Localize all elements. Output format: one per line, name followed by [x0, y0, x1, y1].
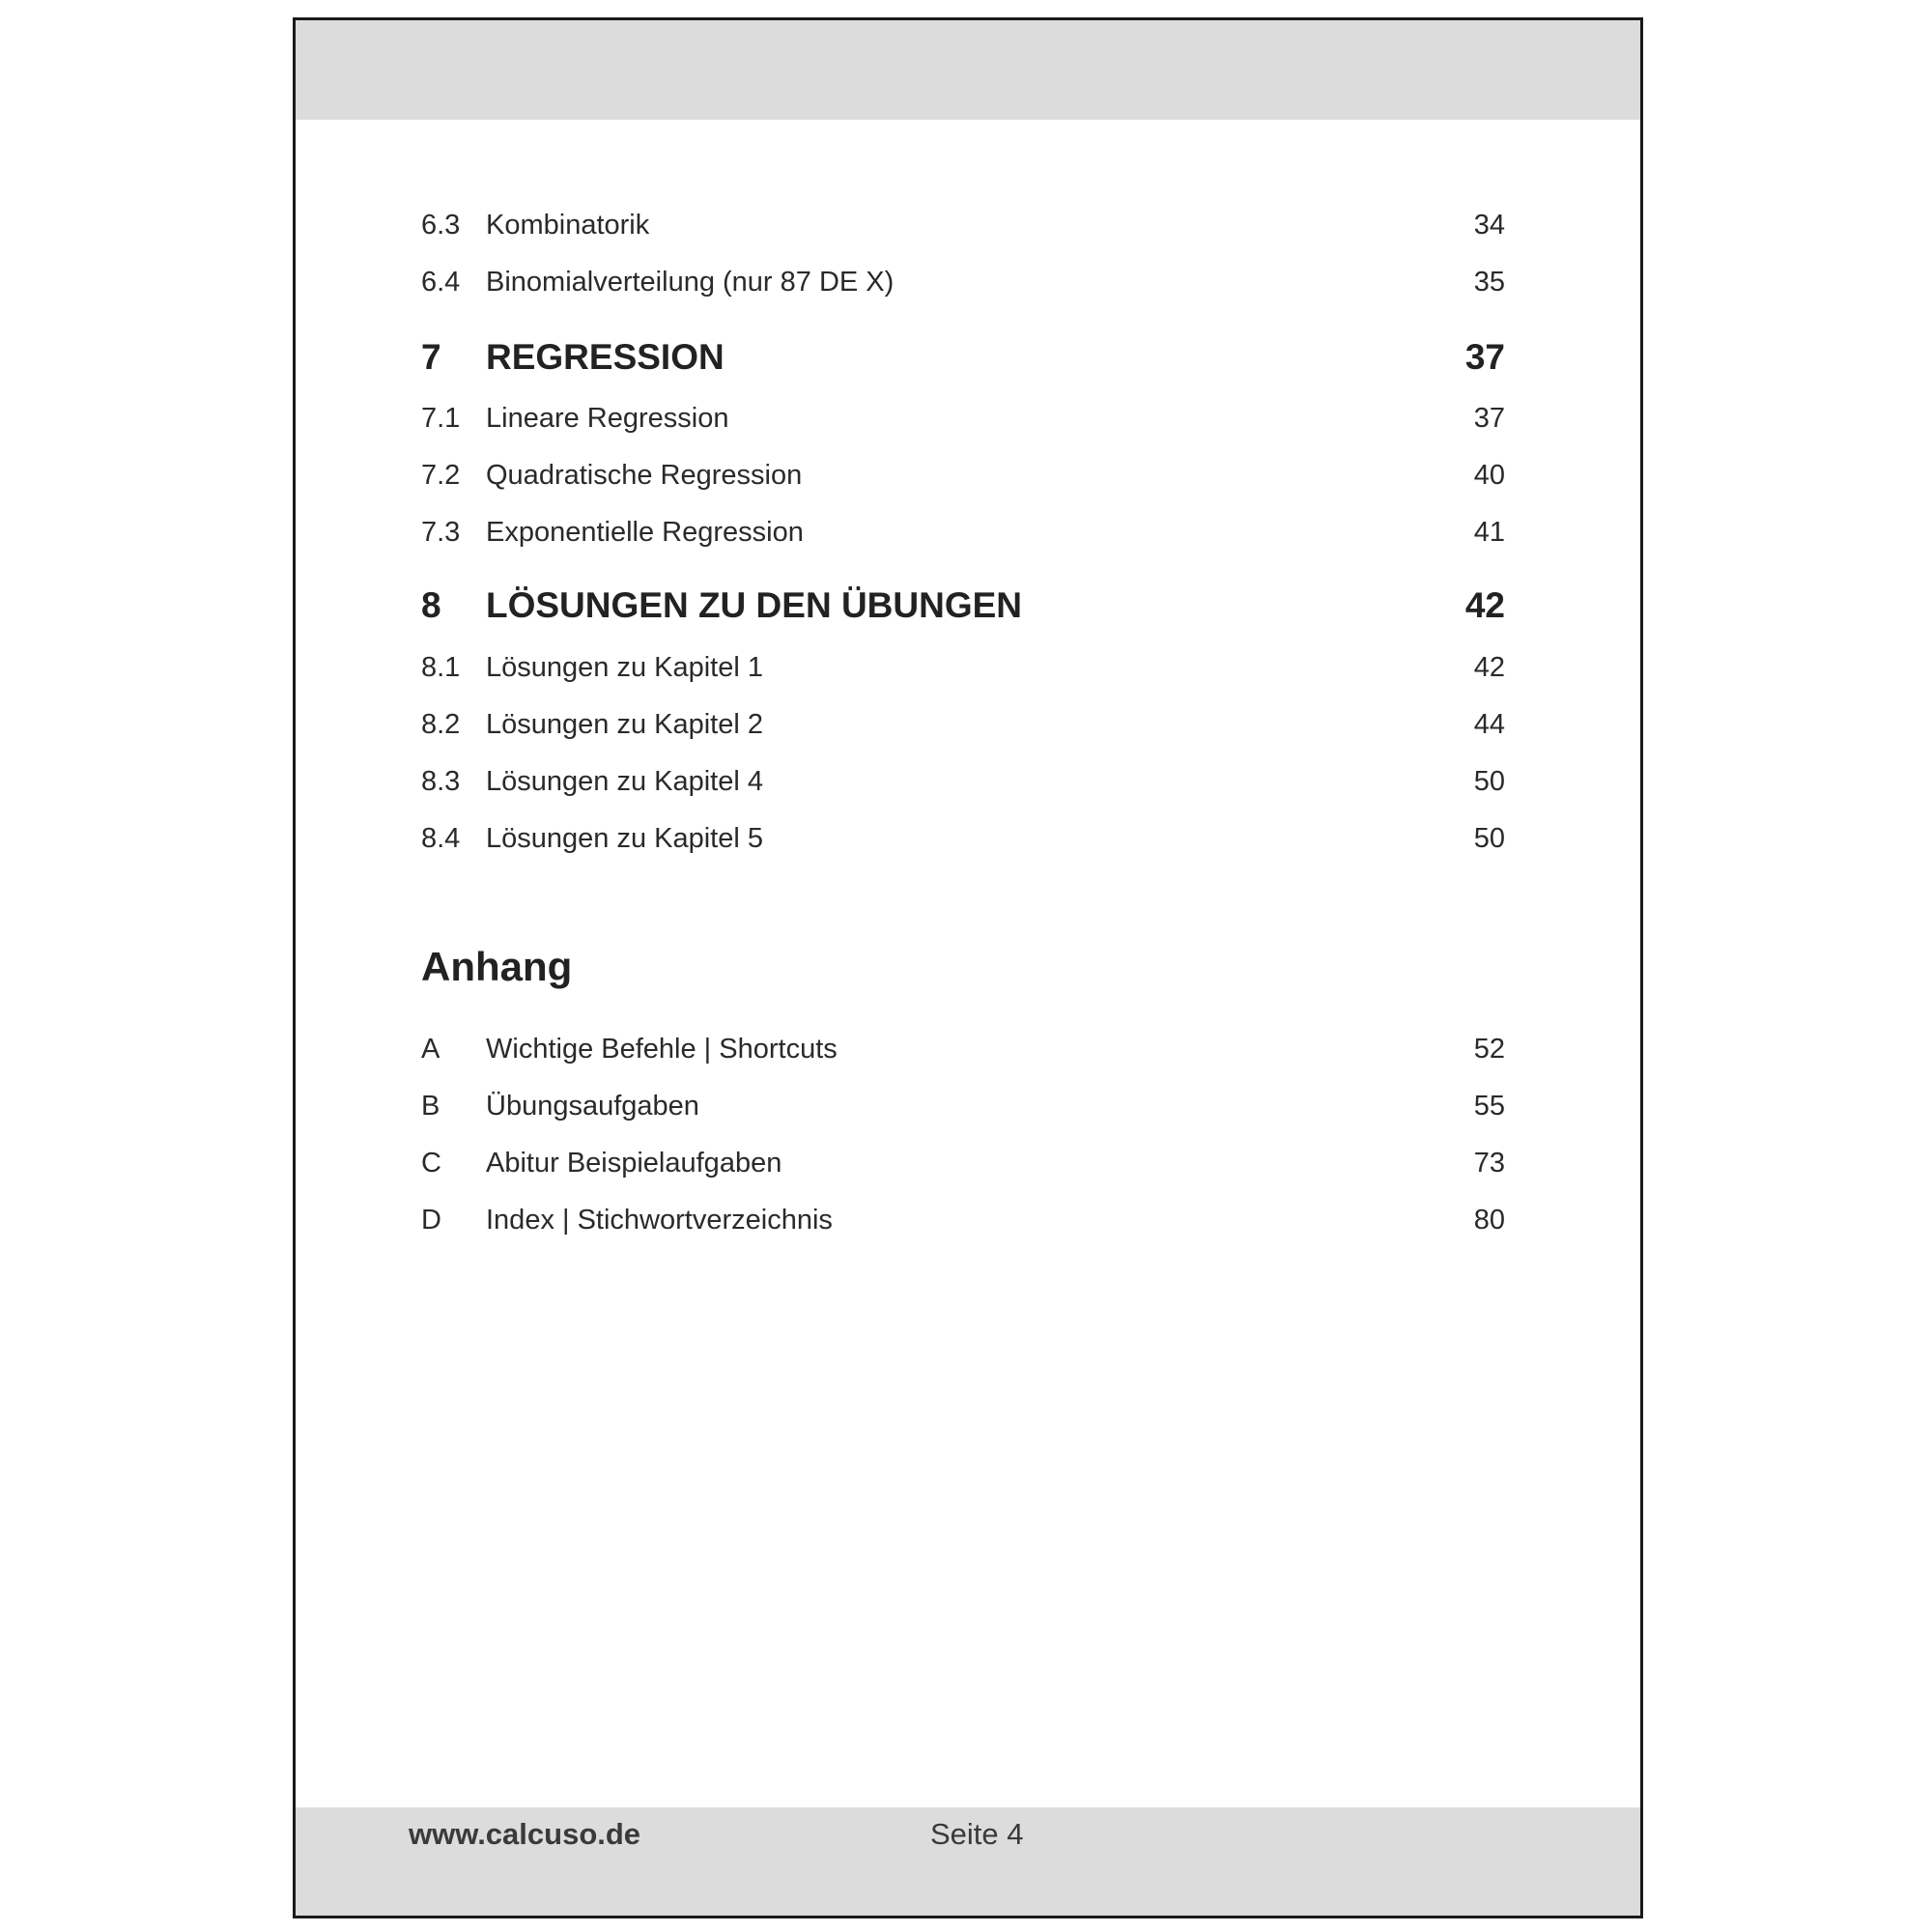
toc-entry: [296, 460, 1640, 508]
appendix-entry-letter: A: [421, 1034, 440, 1065]
toc-entry: [296, 823, 1640, 871]
toc-entry-title: Lösungen zu Kapitel 5: [486, 823, 763, 854]
toc-entry: [296, 403, 1640, 451]
appendix-entry-letter: B: [421, 1091, 440, 1122]
appendix-entry-letter: D: [421, 1205, 441, 1236]
toc-entry-number: 6.4: [421, 267, 461, 298]
toc-chapter-title: REGRESSION: [486, 337, 724, 377]
appendix-entry-letter: C: [421, 1148, 441, 1179]
toc-chapter-page: 42: [1464, 585, 1505, 625]
appendix-heading: Anhang: [421, 944, 573, 989]
toc-chapter-number: 8: [421, 585, 441, 625]
toc-entry-number: 7.3: [421, 517, 461, 548]
document-page: [293, 17, 1643, 1918]
toc-entry-number: 8.2: [421, 709, 461, 740]
toc-entry: [296, 766, 1640, 814]
toc-chapter-entry: [296, 337, 1640, 385]
toc-entry-page: 42: [1473, 652, 1505, 683]
toc-entry-page: 41: [1473, 517, 1505, 548]
toc-entry-page: 37: [1473, 403, 1505, 434]
toc-entry-title: Lösungen zu Kapitel 4: [486, 766, 763, 797]
appendix-entry-title: Wichtige Befehle | Shortcuts: [486, 1034, 838, 1065]
toc-entry-number: 7.2: [421, 460, 461, 491]
toc-entry-page: 35: [1473, 267, 1505, 298]
toc-entry-title: Exponentielle Regression: [486, 517, 804, 548]
toc-entry-title: Lösungen zu Kapitel 1: [486, 652, 763, 683]
toc-entry: [296, 517, 1640, 565]
toc-entry-title: Binomialverteilung (nur 87 DE X): [486, 267, 895, 298]
toc-entry-number: 8.1: [421, 652, 461, 683]
appendix-entry-title: Index | Stichwortverzeichnis: [486, 1205, 833, 1236]
toc-entry-title: Quadratische Regression: [486, 460, 803, 491]
toc-entry: [296, 267, 1640, 315]
toc-chapter-number: 7: [421, 337, 441, 377]
appendix-entry-page: 52: [1473, 1034, 1505, 1065]
toc-entry-title: Kombinatorik: [486, 210, 650, 241]
toc-entry-number: 7.1: [421, 403, 461, 434]
page-header-band: [296, 20, 1640, 120]
toc-entry: [296, 652, 1640, 700]
toc-entry-page: 40: [1473, 460, 1505, 491]
toc-entry: [296, 210, 1640, 258]
footer-page-number: Seite 4: [930, 1817, 1024, 1851]
appendix-entry-page: 55: [1473, 1091, 1505, 1122]
appendix-entry: [296, 1148, 1640, 1196]
toc-chapter-title: LÖSUNGEN ZU DEN ÜBUNGEN: [486, 585, 1023, 625]
footer-url: www.calcuso.de: [409, 1817, 641, 1851]
toc-entry-number: 8.3: [421, 766, 461, 797]
appendix-entry-page: 80: [1473, 1205, 1505, 1236]
toc-entry-number: 8.4: [421, 823, 461, 854]
toc-entry-title: Lösungen zu Kapitel 2: [486, 709, 763, 740]
appendix-entry: [296, 1034, 1640, 1082]
toc-entry-page: 50: [1473, 823, 1505, 854]
toc-entry-page: 34: [1473, 210, 1505, 241]
toc-entry-number: 6.3: [421, 210, 461, 241]
appendix-entry-title: Abitur Beispielaufgaben: [486, 1148, 782, 1179]
toc-chapter-page: 37: [1464, 337, 1505, 377]
appendix-entry: [296, 1091, 1640, 1139]
toc-entry: [296, 709, 1640, 757]
appendix-entry-title: Übungsaufgaben: [486, 1091, 699, 1122]
toc-entry-title: Lineare Regression: [486, 403, 729, 434]
appendix-entry-page: 73: [1473, 1148, 1505, 1179]
toc-entry-page: 50: [1473, 766, 1505, 797]
appendix-entry: [296, 1205, 1640, 1253]
toc-entry-page: 44: [1473, 709, 1505, 740]
toc-chapter-entry: [296, 585, 1640, 634]
